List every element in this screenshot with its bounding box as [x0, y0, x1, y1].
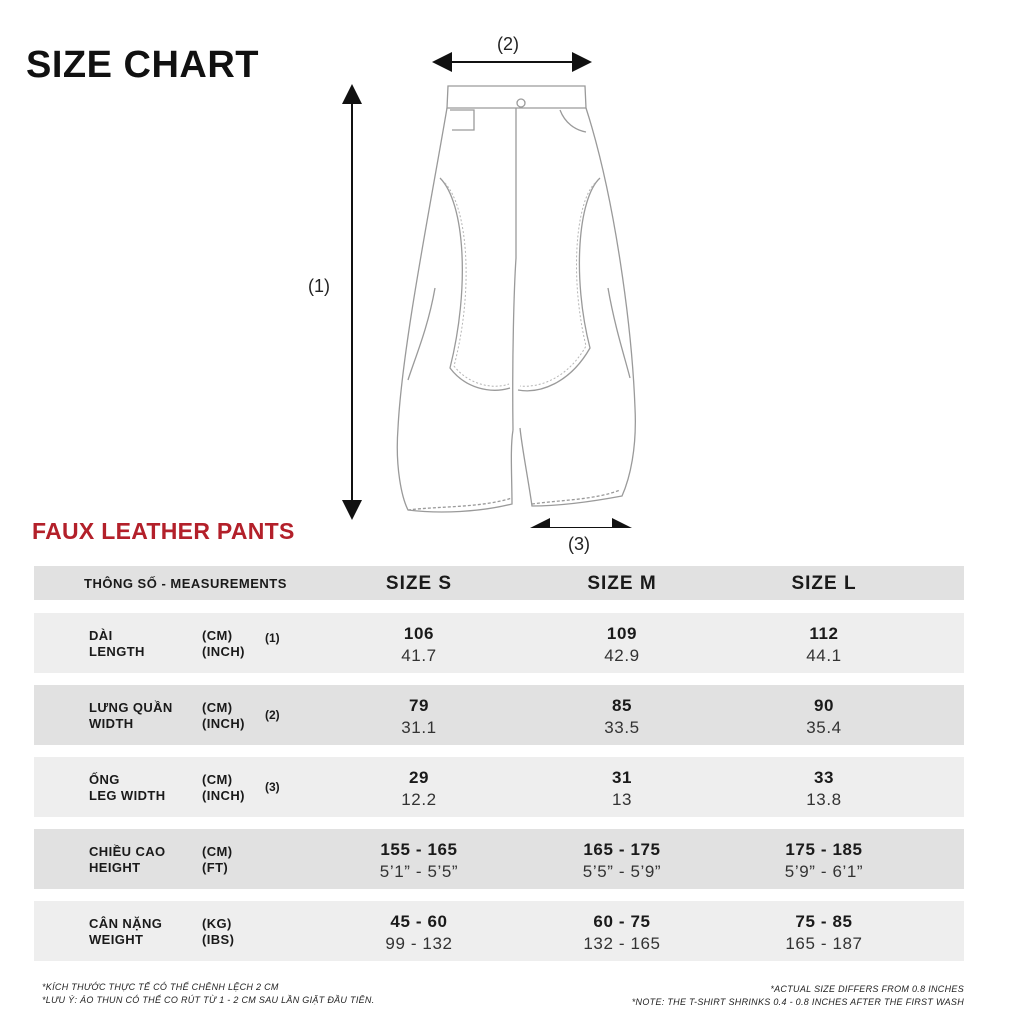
value-s-primary: 106: [403, 624, 435, 643]
size-l-header: SIZE L: [791, 573, 857, 594]
row-unit-primary: (CM): [202, 700, 233, 715]
callout-width: (2): [497, 34, 519, 54]
row-label-en: WIDTH: [89, 716, 134, 731]
value-s-secondary: 41.7: [401, 646, 437, 665]
row-ref: (1): [265, 631, 280, 645]
size-s-header: SIZE S: [385, 573, 453, 594]
table-row-leg-width: [34, 757, 964, 817]
row-ref: (2): [265, 708, 280, 722]
value-m-secondary: 5’5” - 5’9”: [582, 862, 662, 881]
row-label-en: HEIGHT: [89, 860, 141, 875]
note-en-shrink: *NOTE: THE T-SHIRT SHRINKS 0.4 - 0.8 INCHES AFTER THE FIRST WASH: [631, 997, 964, 1007]
value-m-secondary: 132 - 165: [583, 934, 661, 953]
row-unit-primary: (CM): [202, 772, 233, 787]
value-l-primary: 175 - 185: [785, 840, 863, 859]
row-label-vi: CHIỀU CAO: [89, 844, 166, 859]
value-l-primary: 75 - 85: [795, 912, 853, 931]
value-s-secondary: 99 - 132: [385, 934, 453, 953]
value-s-primary: 45 - 60: [390, 912, 448, 931]
callout-length: (1): [308, 276, 330, 296]
value-m-secondary: 42.9: [604, 646, 640, 665]
size-m-header: SIZE M: [587, 573, 657, 594]
value-l-secondary: 13.8: [806, 790, 842, 809]
product-name: FAUX LEATHER PANTS: [32, 518, 295, 544]
pants-sketch-icon: [397, 86, 635, 512]
table-row-length: [34, 613, 964, 673]
value-m-primary: 31: [611, 768, 633, 787]
value-m-primary: 165 - 175: [583, 840, 661, 859]
value-m-secondary: 33.5: [604, 718, 640, 737]
row-ref: (3): [265, 780, 280, 794]
row-unit-primary: (CM): [202, 844, 233, 859]
note-vi-tolerance: *KÍCH THƯỚC THỰC TẾ CÓ THỂ CHÊNH LỆCH 2 CM: [42, 982, 279, 992]
value-l-secondary: 44.1: [806, 646, 842, 665]
value-m-secondary: 13: [611, 790, 633, 809]
value-l-secondary: 5’9” - 6’1”: [784, 862, 864, 881]
row-label-vi: CÂN NẶNG: [89, 916, 163, 931]
row-unit-primary: (CM): [202, 628, 233, 643]
row-unit-primary: (KG): [202, 916, 232, 931]
row-unit-secondary: (FT): [202, 860, 229, 875]
row-unit-secondary: (IBS): [202, 932, 235, 947]
row-unit-secondary: (INCH): [202, 788, 245, 803]
note-vi-shrink: *LƯU Ý: ÁO THUN CÓ THỂ CO RÚT TỪ 1 - 2 CM SAU LẦN GIẶT ĐẦU TIÊN.: [42, 995, 375, 1005]
value-s-secondary: 5’1” - 5’5”: [379, 862, 459, 881]
value-s-primary: 29: [408, 768, 430, 787]
row-label-vi: LƯNG QUẦN: [89, 700, 173, 715]
value-s-secondary: 31.1: [401, 718, 437, 737]
value-s-secondary: 12.2: [401, 790, 437, 809]
row-unit-secondary: (INCH): [202, 716, 245, 731]
callout-leg-width: (3): [568, 534, 590, 554]
row-label-en: LENGTH: [89, 644, 145, 659]
value-m-primary: 109: [606, 624, 638, 643]
table-row-height: [34, 829, 964, 889]
value-s-primary: 155 - 165: [380, 840, 458, 859]
row-label-en: WEIGHT: [89, 932, 144, 947]
row-label-vi: DÀI: [89, 628, 113, 643]
value-l-primary: 112: [809, 624, 839, 643]
table-row-width: [34, 685, 964, 745]
measurements-header: THÔNG SỐ - MEASUREMENTS: [84, 576, 287, 591]
row-label-vi: ỐNG: [89, 772, 120, 787]
table-header: [34, 566, 964, 600]
value-m-primary: 60 - 75: [593, 912, 651, 931]
row-label-en: LEG WIDTH: [89, 788, 166, 803]
value-l-secondary: 165 - 187: [785, 934, 863, 953]
note-en-tolerance: *ACTUAL SIZE DIFFERS FROM 0.8 INCHES: [770, 984, 964, 994]
value-s-primary: 79: [408, 696, 430, 715]
table-row-weight: [34, 901, 964, 961]
value-l-secondary: 35.4: [806, 718, 842, 737]
row-unit-secondary: (INCH): [202, 644, 245, 659]
value-l-primary: 90: [813, 696, 835, 715]
value-m-primary: 85: [611, 696, 633, 715]
pants-diagram: [290, 28, 650, 528]
page-title: SIZE CHART: [26, 44, 259, 86]
value-l-primary: 33: [813, 768, 835, 787]
